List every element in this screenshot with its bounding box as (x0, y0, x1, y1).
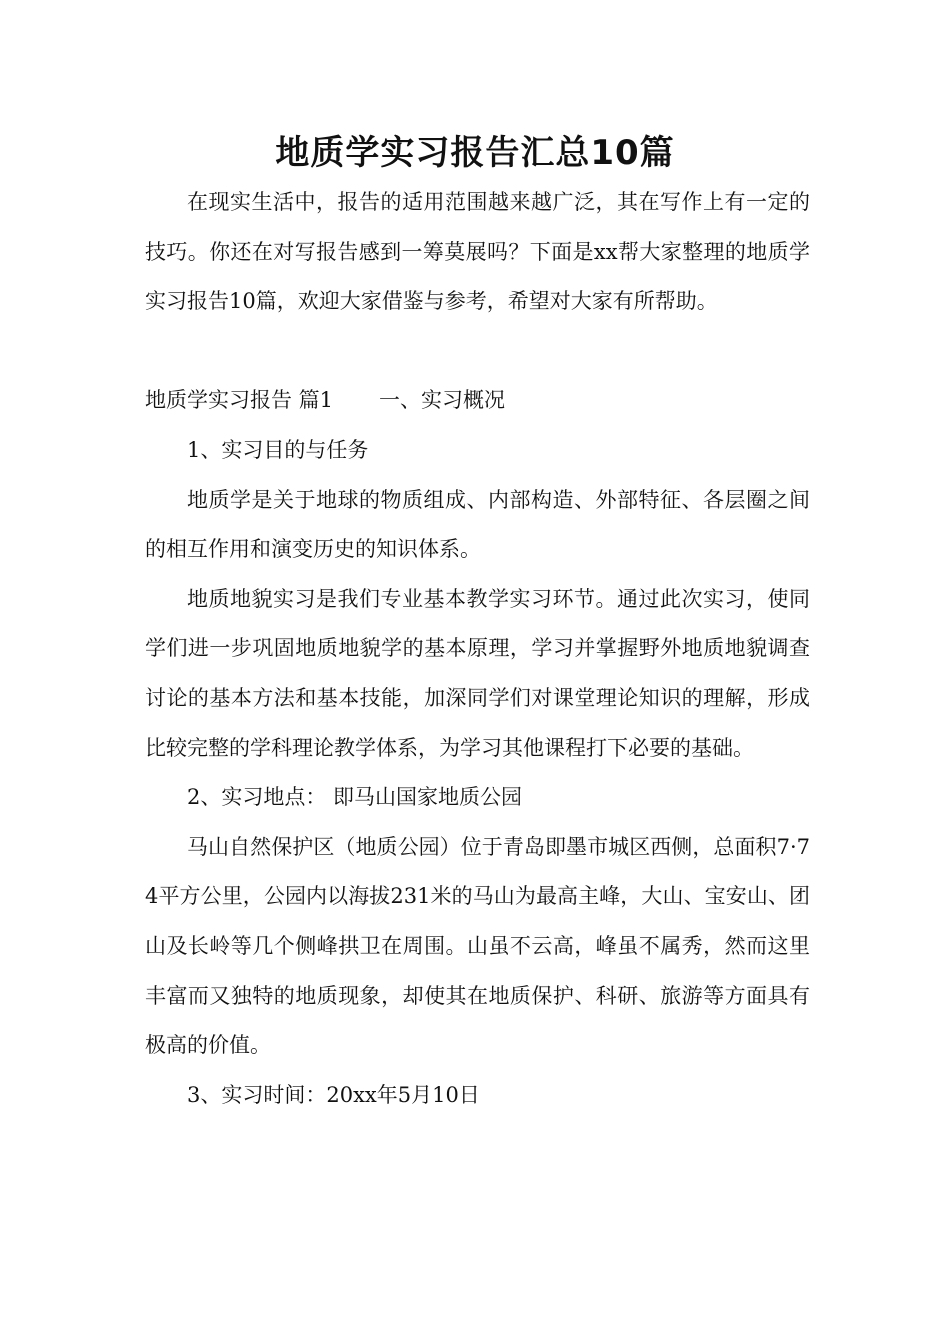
section-first-heading: 一、实习概况 (379, 388, 506, 413)
paragraph-location-description: 马山自然保护区（地质公园）位于青岛即墨市城区西侧，总面积7·74平方公里，公园内以海拔231米的马山为最高主峰，大山、宝安山、团山及长岭等几个侧峰拱卫在周围。山虽不云高，峰虽不属秀，然而这里丰富而又独特的地质现象，却使其在地质保护、科研、旅游等方面具有极高的价值。 (145, 834, 810, 1058)
intro-paragraph: 在现实生活中，报告的适用范围越来越广泛，其在写作上有一定的技巧。你还在对写报告感到一筹莫展吗？下面是xx帮大家整理的地质学实习报告10篇，欢迎大家借鉴与参考，希望对大家有所帮助。 (145, 190, 810, 314)
subheading-location: 2、实习地点： 即马山国家地质公园 (187, 785, 523, 810)
section-heading (145, 376, 810, 426)
document-title: 地质学实习报告汇总10篇 (275, 133, 675, 173)
paragraph-geology-definition: 地质学是关于地球的物质组成、内部构造、外部特征、各层圈之间的相互作用和演变历史的知识体系。 (145, 487, 810, 562)
section-label: 地质学实习报告 篇1 (145, 388, 334, 413)
paragraph-internship-goal: 地质地貌实习是我们专业基本教学实习环节。通过此次实习，使同学们进一步巩固地质地貌学的基本原理，学习并掌握野外地质地貌调查讨论的基本方法和基本技能，加深同学们对课堂理论知识的理解，形成比较完整的学科理论教学体系，为学习其他课程打下必要的基础。 (145, 586, 810, 760)
subheading-purpose: 1、实习目的与任务 (187, 437, 369, 462)
document-body (145, 178, 810, 1120)
subheading-time: 3、实习时间：20xx年5月10日 (187, 1082, 480, 1107)
blank-line (145, 327, 810, 377)
